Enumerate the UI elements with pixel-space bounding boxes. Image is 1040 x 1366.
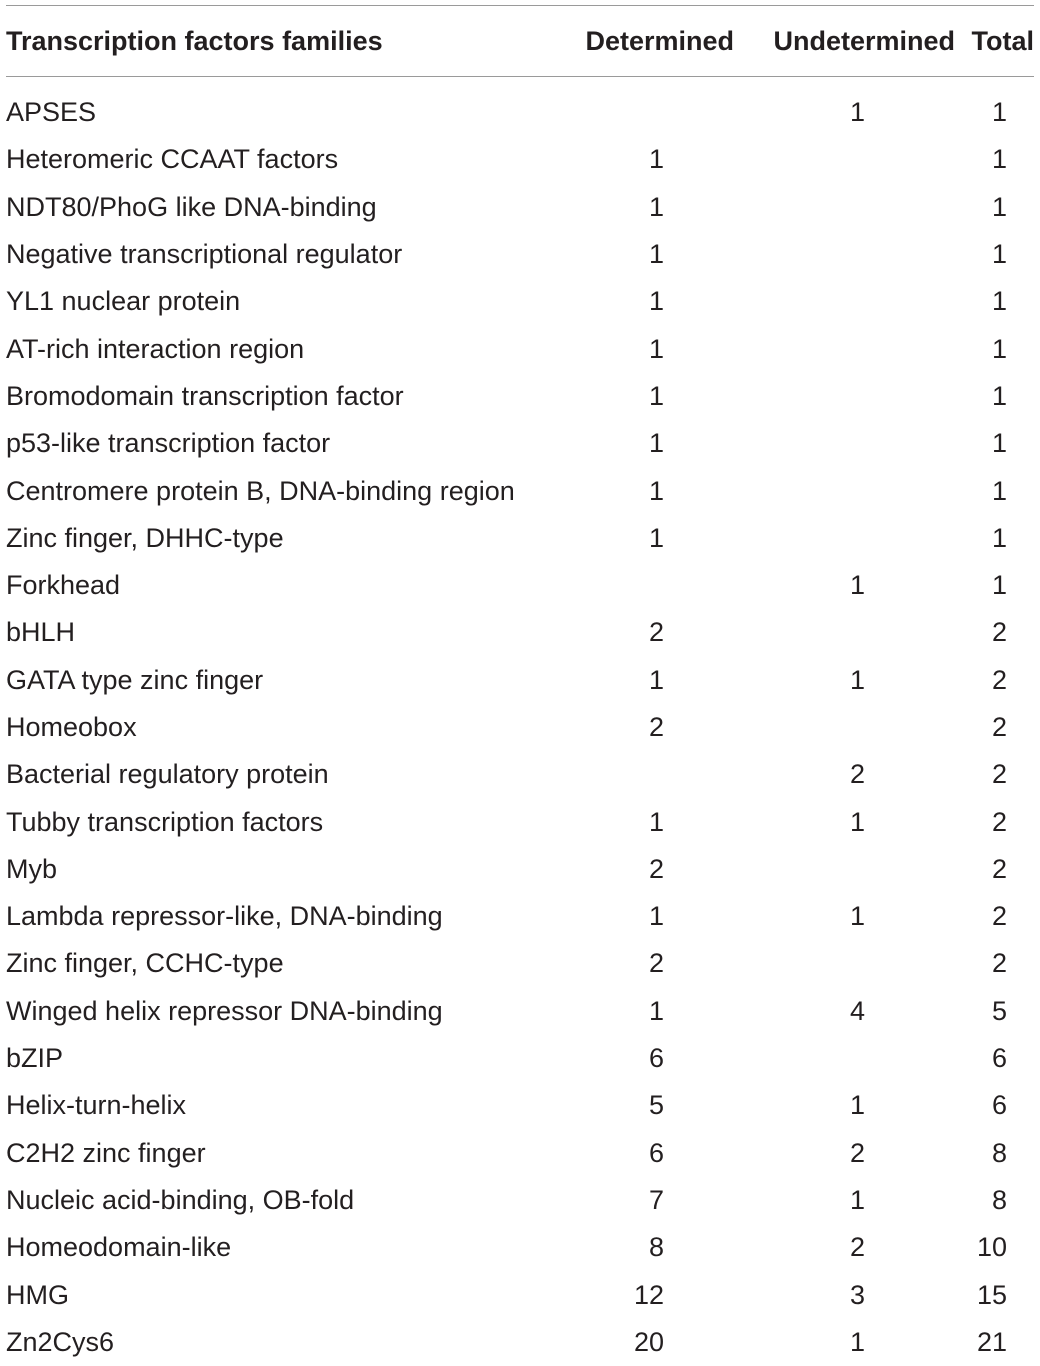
cell-total: 6	[991, 1090, 1007, 1121]
cell-total: 21	[976, 1326, 1007, 1357]
cell-total: 15	[976, 1279, 1007, 1310]
cell-undetermined: 4	[849, 995, 865, 1026]
cell-total: 10	[976, 1232, 1007, 1263]
cell-total: 1	[991, 428, 1007, 459]
cell-total: 1	[991, 475, 1007, 506]
cell-family: YL1 nuclear protein	[6, 286, 241, 317]
cell-family: Homeobox	[6, 712, 137, 742]
cell-total: 1	[991, 380, 1007, 411]
cell-determined: 1	[648, 664, 664, 695]
table-row	[6, 1082, 1034, 1129]
cell-undetermined: 1	[849, 1326, 865, 1357]
table-row	[6, 467, 1034, 514]
cell-family: Forkhead	[6, 570, 121, 601]
table-row	[6, 1035, 1034, 1082]
cell-total: 2	[991, 901, 1007, 932]
cell-determined: 1	[648, 522, 664, 553]
cell-determined: 2	[648, 617, 664, 648]
table-header-row	[6, 6, 1034, 76]
cell-family: C2H2 zinc finger	[6, 1137, 206, 1168]
table-row	[6, 846, 1034, 893]
table-row	[6, 278, 1034, 325]
cell-family: Winged helix repressor DNA-binding	[6, 995, 443, 1026]
cell-total: 1	[991, 570, 1007, 601]
cell-family: Zinc finger, CCHC-type	[6, 948, 284, 979]
table-row	[6, 751, 1034, 798]
table-row	[6, 704, 1034, 751]
table-body	[6, 77, 1034, 1366]
cell-determined: 1	[648, 428, 664, 459]
cell-determined: 1	[648, 239, 664, 270]
cell-family: NDT80/PhoG like DNA-binding	[6, 191, 377, 222]
cell-family: Bromodomain transcription factor	[6, 380, 404, 411]
cell-determined: 2	[648, 853, 664, 884]
header-family: Transcription factors families	[6, 25, 383, 56]
cell-total: 1	[991, 333, 1007, 364]
cell-determined: 2	[648, 948, 664, 979]
table-row	[6, 893, 1034, 940]
table-row	[6, 1130, 1034, 1177]
cell-total: 1	[991, 286, 1007, 317]
cell-total: 2	[991, 664, 1007, 695]
cell-family: Nucleic acid-binding, OB-fold	[6, 1184, 355, 1215]
table-row	[6, 136, 1034, 183]
cell-total: 8	[991, 1137, 1007, 1168]
cell-family: Homeodomain-like	[6, 1232, 232, 1263]
cell-family: AT-rich interaction region	[6, 333, 305, 364]
cell-determined: 1	[648, 475, 664, 506]
table-row	[6, 988, 1034, 1035]
table-row	[6, 1271, 1034, 1318]
table-row	[6, 1177, 1034, 1224]
cell-undetermined: 2	[849, 1232, 865, 1263]
cell-total: 1	[991, 97, 1007, 128]
table-row	[6, 184, 1034, 231]
cell-undetermined: 1	[849, 1184, 865, 1215]
cell-undetermined: 2	[849, 1137, 865, 1168]
table-row	[6, 798, 1034, 845]
cell-family: Zinc finger, DHHC-type	[6, 522, 284, 553]
cell-family: Myb	[6, 853, 58, 884]
header-undetermined: Undetermined	[773, 25, 955, 56]
cell-total: 1	[991, 191, 1007, 222]
cell-total: 5	[991, 995, 1007, 1026]
table-row	[6, 1224, 1034, 1271]
cell-family: Tubby transcription factors	[6, 806, 324, 837]
header-total: Total	[971, 25, 1034, 56]
cell-determined: 6	[648, 1043, 664, 1074]
cell-family: bHLH	[6, 617, 76, 648]
table-row	[6, 657, 1034, 704]
cell-determined: 8	[648, 1232, 664, 1263]
cell-total: 2	[991, 617, 1007, 648]
cell-family: Zn2Cys6	[6, 1326, 115, 1357]
cell-total: 2	[991, 806, 1007, 837]
cell-undetermined: 3	[849, 1279, 865, 1310]
cell-total: 6	[991, 1043, 1007, 1074]
cell-determined: 2	[648, 712, 664, 742]
cell-family: Centromere protein B, DNA-binding region	[6, 475, 515, 506]
cell-total: 1	[991, 522, 1007, 553]
table-row	[6, 420, 1034, 467]
table-row	[6, 89, 1034, 136]
cell-determined: 1	[648, 333, 664, 364]
table-row	[6, 609, 1034, 656]
cell-family: Lambda repressor-like, DNA-binding	[6, 901, 443, 932]
table-row	[6, 515, 1034, 562]
cell-determined: 7	[648, 1184, 664, 1215]
cell-total: 2	[991, 759, 1007, 790]
cell-determined: 1	[648, 806, 664, 837]
cell-determined: 1	[648, 286, 664, 317]
cell-total: 2	[991, 712, 1007, 742]
cell-total: 1	[991, 239, 1007, 270]
cell-total: 8	[991, 1184, 1007, 1215]
cell-undetermined: 1	[849, 97, 865, 128]
table-row	[6, 325, 1034, 372]
cell-determined: 1	[648, 144, 664, 175]
cell-family: GATA type zinc finger	[6, 664, 264, 695]
cell-family: Helix-turn-helix	[6, 1090, 187, 1121]
table-row	[6, 373, 1034, 420]
table-row	[6, 562, 1034, 609]
cell-family: HMG	[6, 1279, 69, 1310]
header-determined: Determined	[585, 25, 734, 56]
transcription-factors-table	[6, 0, 1034, 1366]
table-row	[6, 231, 1034, 278]
cell-undetermined: 1	[849, 570, 865, 601]
cell-determined: 5	[648, 1090, 664, 1121]
cell-undetermined: 1	[849, 901, 865, 932]
cell-determined: 20	[633, 1326, 664, 1357]
cell-total: 2	[991, 948, 1007, 979]
table-row	[6, 1319, 1034, 1366]
cell-undetermined: 2	[849, 759, 865, 790]
cell-determined: 1	[648, 901, 664, 932]
cell-family: Heteromeric CCAAT factors	[6, 144, 339, 175]
cell-undetermined: 1	[849, 664, 865, 695]
cell-determined: 12	[633, 1279, 664, 1310]
cell-undetermined: 1	[849, 806, 865, 837]
cell-determined: 6	[648, 1137, 664, 1168]
cell-total: 1	[991, 144, 1007, 175]
cell-determined: 1	[648, 191, 664, 222]
cell-family: p53-like transcription factor	[6, 428, 331, 459]
cell-total: 2	[991, 853, 1007, 884]
cell-family: APSES	[6, 97, 97, 128]
cell-determined: 1	[648, 380, 664, 411]
cell-determined: 1	[648, 995, 664, 1026]
cell-undetermined: 1	[849, 1090, 865, 1121]
cell-family: Bacterial regulatory protein	[6, 759, 329, 790]
cell-family: bZIP	[6, 1043, 64, 1074]
cell-family: Negative transcriptional regulator	[6, 239, 403, 270]
table-row	[6, 940, 1034, 987]
